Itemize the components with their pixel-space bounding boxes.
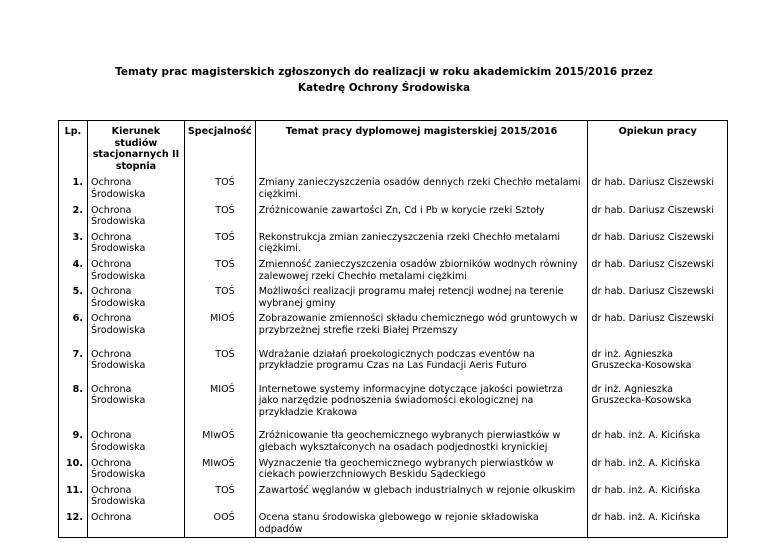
table-row (59, 483, 728, 510)
table-row (59, 510, 728, 538)
title-line-2: Katedrę Ochrony Środowiska (297, 82, 471, 94)
header-specjalnosc: Specjalność (184, 121, 255, 174)
row-opiekun: dr hab. inż. A. Kicińska (588, 420, 728, 455)
row-temat: Ocena stanu środowiska glebowego w rejonie składowiska odpadów (255, 510, 588, 538)
row-opiekun: dr hab. Dariusz Ciszewski (588, 230, 728, 257)
row-kierunek: Ochrona Środowiska (87, 483, 184, 510)
row-opiekun: dr hab. Dariusz Ciszewski (588, 173, 728, 202)
row-temat: Zmiany zanieczyszczenia osadów dennych rzeki Chechło metalami ciężkimi. (255, 173, 588, 202)
row-kierunek: Ochrona (87, 510, 184, 538)
row-kierunek: Ochrona Środowiska (87, 173, 184, 202)
row-specjalnosc: TOŚ (184, 230, 255, 257)
table-row (59, 203, 728, 230)
table-row (59, 339, 728, 374)
row-number: 10. (59, 456, 88, 483)
row-specjalnosc: TOŚ (184, 339, 255, 374)
row-number: 2. (59, 203, 88, 230)
row-number: 1. (59, 173, 88, 202)
row-number: 8. (59, 374, 88, 421)
table-row (59, 173, 728, 202)
header-temat: Temat pracy dyplomowej magisterskiej 2015/2016 (255, 121, 588, 174)
row-number: 5. (59, 284, 88, 311)
row-kierunek: Ochrona Środowiska (87, 257, 184, 284)
row-temat: Zróżnicowanie zawartości Zn, Cd i Pb w korycie rzeki Sztoły (255, 203, 588, 230)
row-number: 4. (59, 257, 88, 284)
row-specjalnosc: TOŚ (184, 173, 255, 202)
header-opiekun: Opiekun pracy (588, 121, 728, 174)
table-row (59, 374, 728, 421)
row-specjalnosc: TOŚ (184, 257, 255, 284)
row-opiekun: dr hab. inż. A. Kicińska (588, 483, 728, 510)
row-opiekun: dr hab. Dariusz Ciszewski (588, 203, 728, 230)
row-kierunek: Ochrona Środowiska (87, 203, 184, 230)
row-temat: Wyznaczenie tła geochemicznego wybranych pierwiastków w ciekach powierzchniowych Beskidu Sądeckiego (255, 456, 588, 483)
row-number: 6. (59, 311, 88, 338)
table-row (59, 257, 728, 284)
row-kierunek: Ochrona Środowiska (87, 420, 184, 455)
row-specjalnosc: TOŚ (184, 284, 255, 311)
row-opiekun: dr inż. Agnieszka Gruszecka-Kosowska (588, 374, 728, 421)
row-temat: Możliwości realizacji programu małej retencji wodnej na terenie wybranej gminy (255, 284, 588, 311)
table-header-row (59, 121, 728, 174)
row-temat: Zróżnicowanie tła geochemicznego wybranych pierwiastków w glebach wykształconych na osadach podjednostki krynickiej (255, 420, 588, 455)
table-row (59, 420, 728, 455)
row-temat: Wdrażanie działań proekologicznych podczas eventów na przykładzie programu Czas na Las Fundacji Aeris Futuro (255, 339, 588, 374)
table-row (59, 456, 728, 483)
table-row (59, 230, 728, 257)
table-row (59, 284, 728, 311)
topics-table (58, 120, 728, 538)
row-kierunek: Ochrona Środowiska (87, 311, 184, 338)
table-row (59, 311, 728, 338)
row-opiekun: dr hab. Dariusz Ciszewski (588, 311, 728, 338)
row-specjalnosc: MIwOŚ (184, 456, 255, 483)
row-opiekun: dr hab. Dariusz Ciszewski (588, 284, 728, 311)
row-opiekun: dr hab. inż. A. Kicińska (588, 456, 728, 483)
row-number: 12. (59, 510, 88, 538)
row-opiekun: dr hab. Dariusz Ciszewski (588, 257, 728, 284)
row-specjalnosc: OOŚ (184, 510, 255, 538)
row-number: 7. (59, 339, 88, 374)
row-specjalnosc: TOŚ (184, 203, 255, 230)
row-specjalnosc: MIwOŚ (184, 420, 255, 455)
row-number: 11. (59, 483, 88, 510)
title-line-1: Tematy prac magisterskich zgłoszonych do realizacji w roku akademickim 2015/2016 przez (115, 66, 653, 78)
row-opiekun: dr inż. Agnieszka Gruszecka-Kosowska (588, 339, 728, 374)
row-opiekun: dr hab. inż. A. Kicińska (588, 510, 728, 538)
row-kierunek: Ochrona Środowiska (87, 339, 184, 374)
row-kierunek: Ochrona Środowiska (87, 456, 184, 483)
row-specjalnosc: MIOŚ (184, 374, 255, 421)
row-temat: Zobrazowanie zmienności składu chemicznego wód gruntowych w przybrzeżnej strefie rzeki Białej Przemszy (255, 311, 588, 338)
row-temat: Internetowe systemy informacyjne dotyczące jakości powietrza jako narzędzie podnoszenia świadomości ekologicznej na przykładzie Krakowa (255, 374, 588, 421)
row-temat: Rekonstrukcja zmian zanieczyszczenia rzeki Chechło metalami ciężkimi. (255, 230, 588, 257)
row-specjalnosc: MIOŚ (184, 311, 255, 338)
header-kierunek: Kierunek studiów stacjonarnych II stopnia (87, 121, 184, 174)
row-temat: Zawartość węglanów w glebach industrialnych w rejonie olkuskim (255, 483, 588, 510)
row-kierunek: Ochrona Środowiska (87, 374, 184, 421)
row-specjalnosc: TOŚ (184, 483, 255, 510)
header-lp: Lp. (59, 121, 88, 174)
row-kierunek: Ochrona Środowiska (87, 230, 184, 257)
row-temat: Zmienność zanieczyszczenia osadów zbiorników wodnych równiny zalewowej rzeki Chechło metalami ciężkimi (255, 257, 588, 284)
row-number: 9. (59, 420, 88, 455)
row-kierunek: Ochrona Środowiska (87, 284, 184, 311)
row-number: 3. (59, 230, 88, 257)
document-title (0, 64, 768, 96)
